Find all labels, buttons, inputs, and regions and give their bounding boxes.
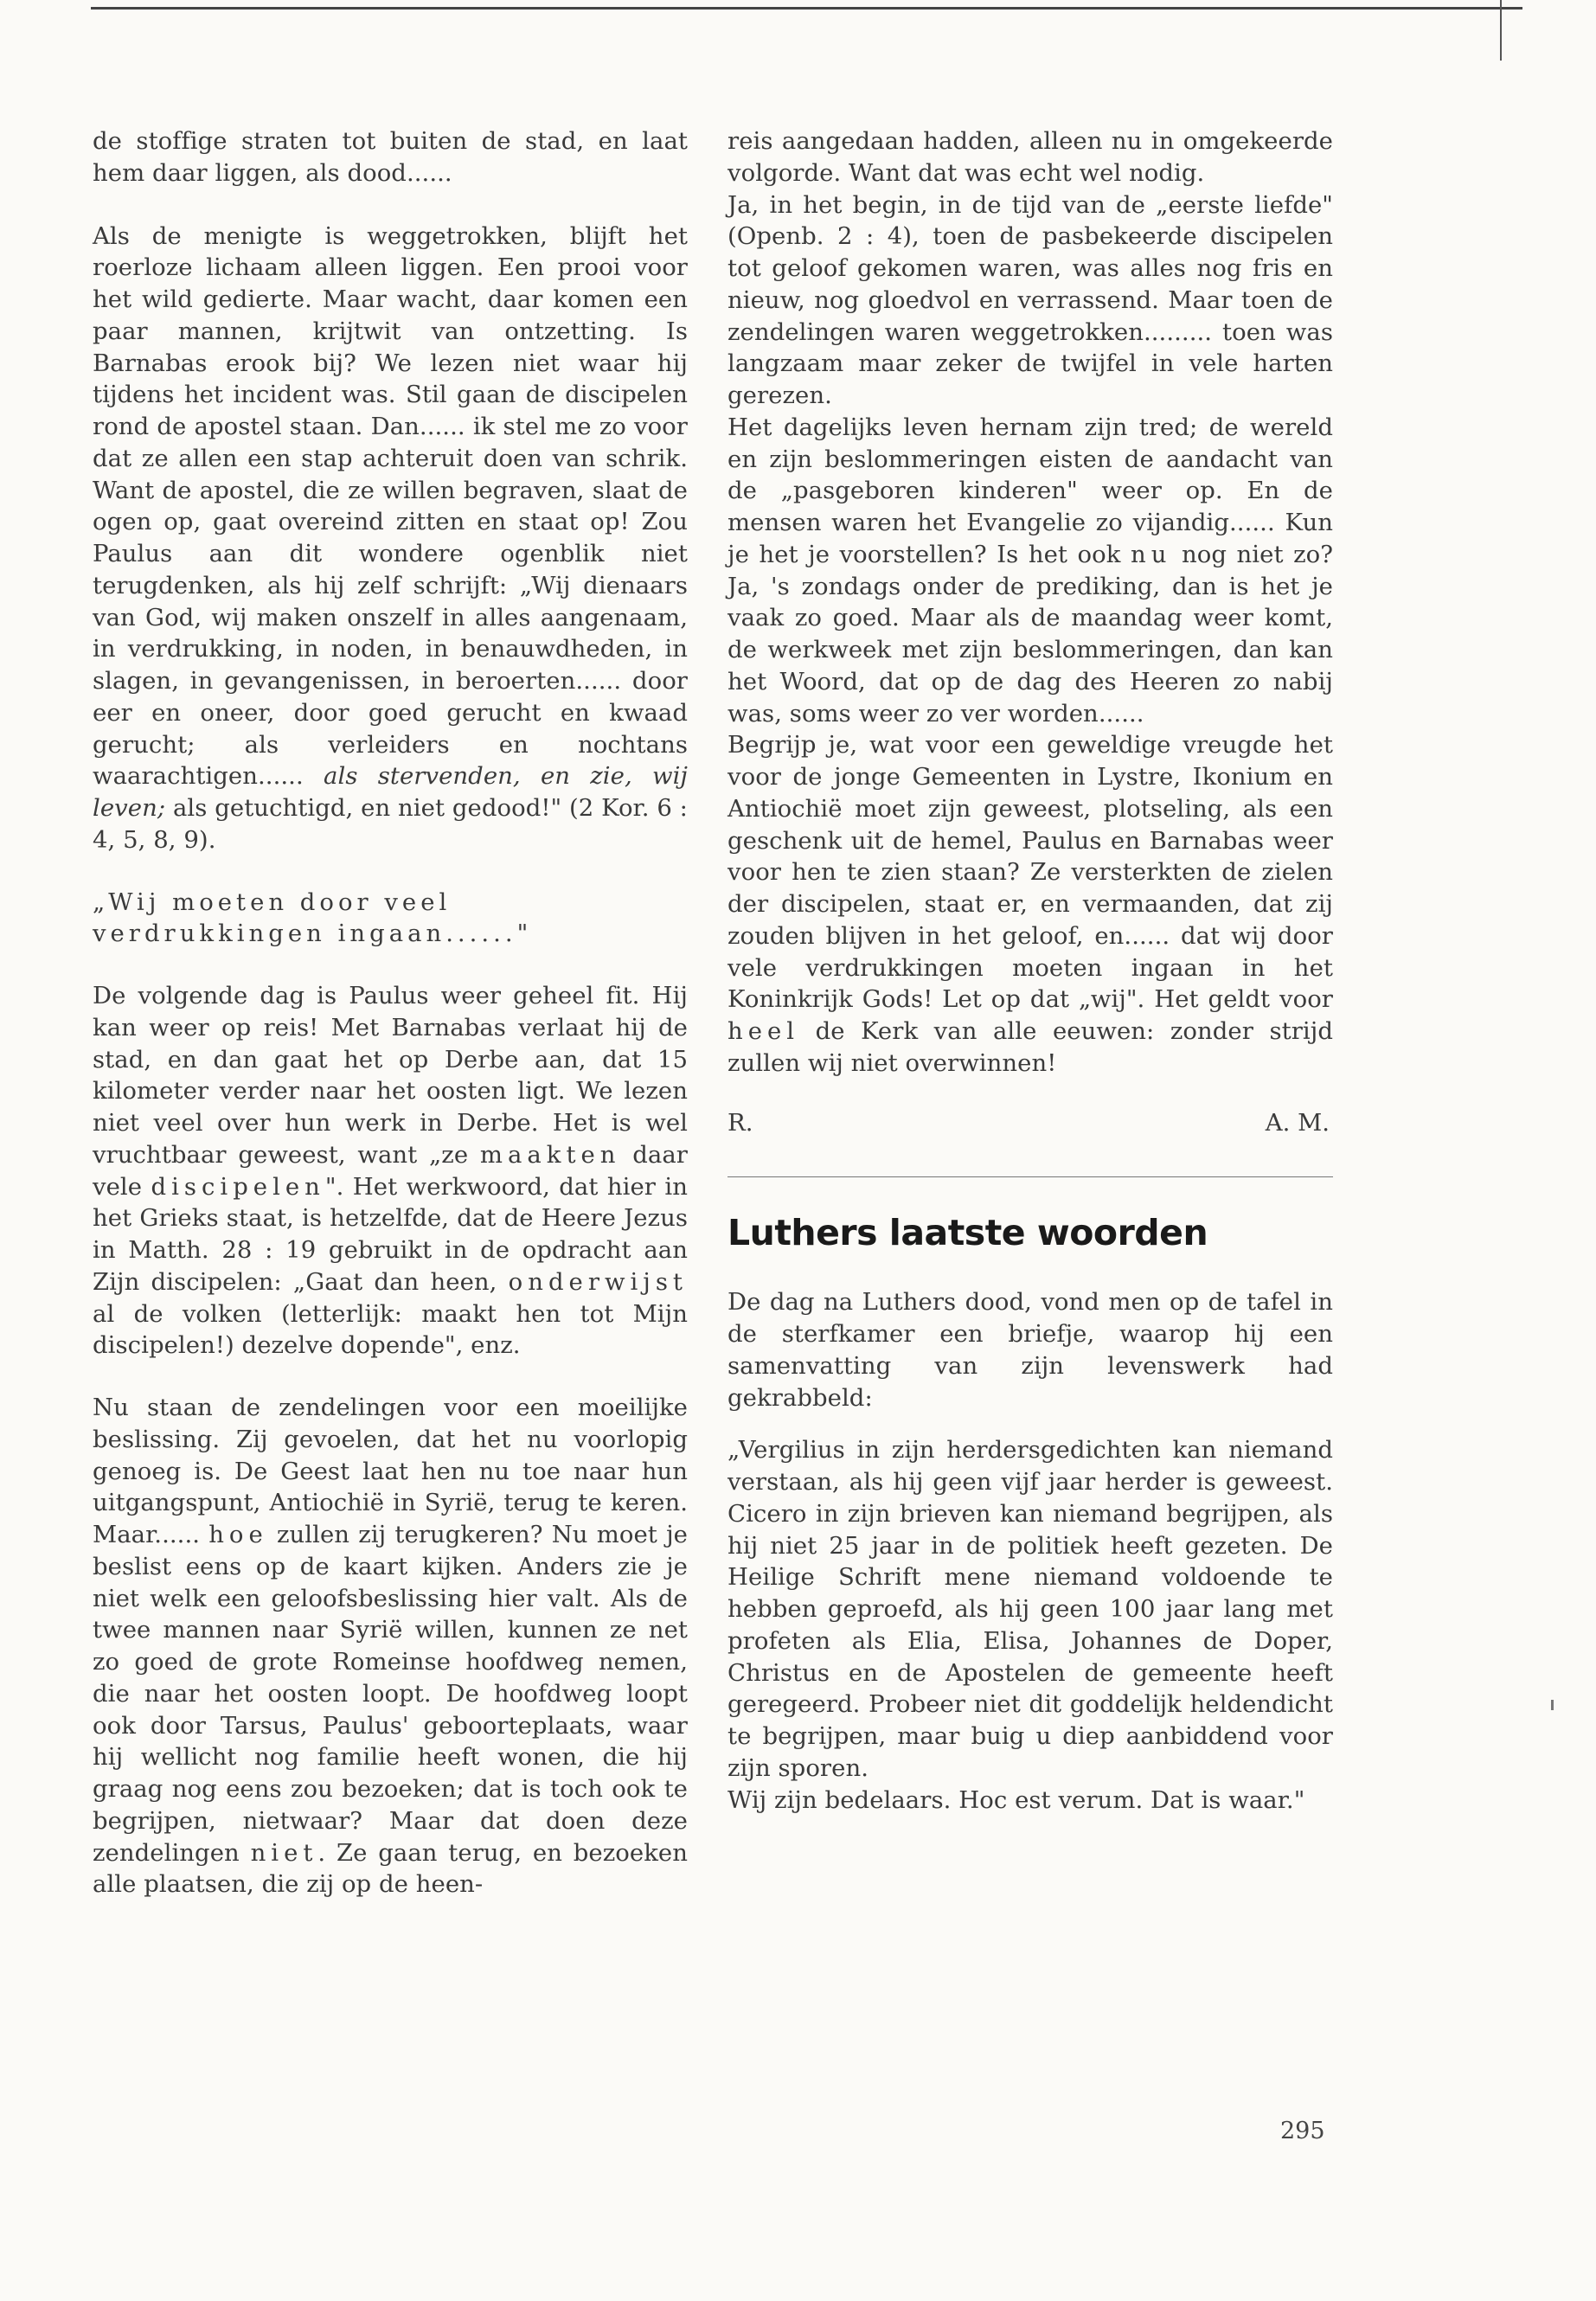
text-run: Als de menigte is weggetrokken, blijft het roerloze lichaam alleen liggen. Een prooi voor het wild gedierte. Maar wacht, daar komen een paar mannen, krijtwit van ontzetting. Is Barnabas erook bij? We lezen niet waar hij tijdens het incident was. Stil gaan de discipelen rond de apostel staan. Dan...... ik stel me zo voor dat ze allen een stap achteruit doen van schrik. Want de apostel, die ze willen begraven, slaat de ogen op, gaat overeind zitten en staat op! Zou Paulus aan dit wondere ogenblik niet terugdenken, als hij zelf schrijft: „Wij dienaars van God, wij maken onszelf in alles aangenaam, in verdrukking, in noden, in benauwdheden, in slagen, in gevangenissen, in beroerten...... door eer en oneer, door goed gerucht en kwaad gerucht; als verleiders en nochtans waarachtigen......: [93, 221, 688, 791]
paragraph: [93, 1392, 688, 1900]
spaced-word: nu: [1131, 540, 1172, 568]
text-run: Nu staan de zendelingen voor een moeilijke beslissing. Zij gevoelen, dat het nu voorlopig genoeg is. De Geest laat hen nu toe naar hun uitgangspunt, Antiochië in Syrië, terug te keren. Maar......: [93, 1394, 688, 1548]
right-column: [727, 125, 1333, 1816]
text-run: de Kerk van alle eeuwen: zonder strijd zullen wij niet overwinnen!: [727, 1017, 1333, 1077]
text-run: daar vele: [93, 1140, 688, 1201]
section-heading: Luthers laatste woorden: [727, 1212, 1208, 1254]
signature-left: R.: [727, 1108, 753, 1137]
text-run: Het dagelijks leven hernam zijn tred; de wereld en zijn beslommeringen eisten de aandacht van de „pasgeboren kinderen" weer op. En de mensen waren het Evangelie zo vijandig...... Kun je het je voorstellen? Is het ook: [727, 413, 1333, 568]
spaced-word: hoe: [208, 1521, 268, 1548]
spaced-word: maakten: [479, 1140, 621, 1169]
quote-paragraph: Wij zijn bedelaars. Hoc est verum. Dat is waar.": [727, 1785, 1305, 1814]
text-run: ". Het werkwoord, dat hier in het Grieks staat, is hetzelfde, dat de Heere Jezus in Matth. 28 : 19 gebruikt in de opdracht aan Zijn discipelen: „Gaat dan heen,: [93, 1172, 688, 1296]
text-run: nog niet zo? Ja, 's zondags onder de prediking, dan is het je vaak zo goed. Maar als de maandag weer komt, de werkweek met zijn beslommeringen, dan kan het Woord, dat op de dag des Heeren zo nabij was, soms weer zo ver worden......: [727, 540, 1334, 727]
top-rule: [91, 7, 1522, 10]
spaced-word: niet: [250, 1838, 318, 1867]
spaced-quote: „Wij moeten door veel verdrukkingen ingaan......": [93, 888, 533, 948]
text-run: zullen zij terugkeren? Nu moet je beslist eens op de kaart kijken. Anders zie je niet welk een geloofsbeslissing hier valt. Als de twee mannen naar Syrië willen, kunnen ze net zo goed de grote Romeinse hoofdweg nemen, die naar het oosten loopt. De hoofdweg loopt ook door Tarsus, Paulus' geboorteplaats, waar hij wellicht nog familie heeft wonen, die hij graag nog eens zou bezoeken; dat is toch ook te begrijpen, nietwaar? Maar dat doen deze zendelingen: [93, 1521, 688, 1867]
page-edge-mark: [1551, 1700, 1554, 1710]
text-run: Begrijp je, wat voor een geweldige vreugde het voor de jonge Gemeenten in Lystre, Ikonium en Antiochië moet zijn geweest, plotseling, als een geschenk uit de hemel, Paulus en Barnabas weer voor hen te zien staan? Ze versterkten de zielen der discipelen, staat er, en vermaanden, dat zij zouden blijven in het geloof, en...... dat wij door vele verdrukkingen moeten ingaan in het Koninkrijk Gods! Let op dat „wij". Het geldt voor: [727, 731, 1333, 1014]
page-edge-line: [1500, 0, 1502, 61]
spaced-word: heel: [727, 1017, 800, 1045]
paragraph: [727, 412, 1333, 730]
paragraph: de stoffige straten tot buiten de stad, en laat hem daar liggen, als dood......: [93, 127, 688, 187]
paragraph: [93, 980, 688, 1362]
text-run: De volgende dag is Paulus weer geheel fit. Hij kan weer op reis! Met Barnabas verlaat hij de stad, en dan gaat het op Derbe aan, dat 15 kilometer verder naar het oosten ligt. We lezen niet veel over hun werk in Derbe. Het is wel vruchtbaar geweest, want „ze: [93, 982, 688, 1169]
paragraph: De dag na Luthers dood, vond men op de tafel in de sterfkamer een briefje, waarop hij een samenvatting van zijn levenswerk had gekrabbeld:: [727, 1288, 1333, 1412]
paragraph: [93, 221, 688, 856]
signature-right: A. M.: [1265, 1108, 1330, 1137]
text-run: als getuchtigd, en niet gedood!" (2 Kor. 6 : 4, 5, 8, 9).: [93, 794, 688, 854]
italic-text: als stervenden, en zie, wij leven;: [93, 762, 689, 822]
left-column: [93, 125, 688, 1900]
spaced-word: onderwijst: [508, 1267, 688, 1296]
paragraph: [727, 729, 1333, 1079]
spaced-word: discipelen: [151, 1172, 325, 1201]
section-divider: [727, 1176, 1333, 1177]
paragraph: reis aangedaan hadden, alleen nu in omgekeerde volgorde. Want dat was echt wel nodig.: [727, 127, 1333, 187]
paragraph: Ja, in het begin, in de tijd van de „eerste liefde" (Openb. 2 : 4), toen de pasbekeerde discipelen tot geloof gekomen waren, was alles nog fris en nieuw, nog gloedvol en verrassend. Maar toen de zendelingen waren weggetrokken......... toen was langzaam maar zeker de twijfel in vele harten gerezen.: [727, 190, 1333, 409]
quote-paragraph: „Vergilius in zijn herdersgedichten kan niemand verstaan, als hij geen vijf jaar herder is geweest. Cicero in zijn brieven kan niemand begrijpen, als hij niet 25 jaar in de politiek heeft gezeten. De Heilige Schrift mene niemand voldoende te hebben geproefd, als hij geen 100 jaar lang met profeten als Elia, Elisa, Johannes de Doper, Christus en de Apostelen de gemeente heeft geregeerd. Probeer niet dit goddelijk heldendicht te begrijpen, maar buig u diep aanbiddend voor zijn sporen.: [727, 1436, 1333, 1782]
text-run: al de volken (letterlijk: maakt hen tot Mijn discipelen!) dezelve dopende", enz.: [93, 1299, 688, 1360]
signature: [727, 1107, 1333, 1139]
page-number: 295: [1280, 2118, 1325, 2144]
text-run: . Ze gaan terug, en bezoeken alle plaatsen, die zij op de heen-: [93, 1838, 689, 1899]
